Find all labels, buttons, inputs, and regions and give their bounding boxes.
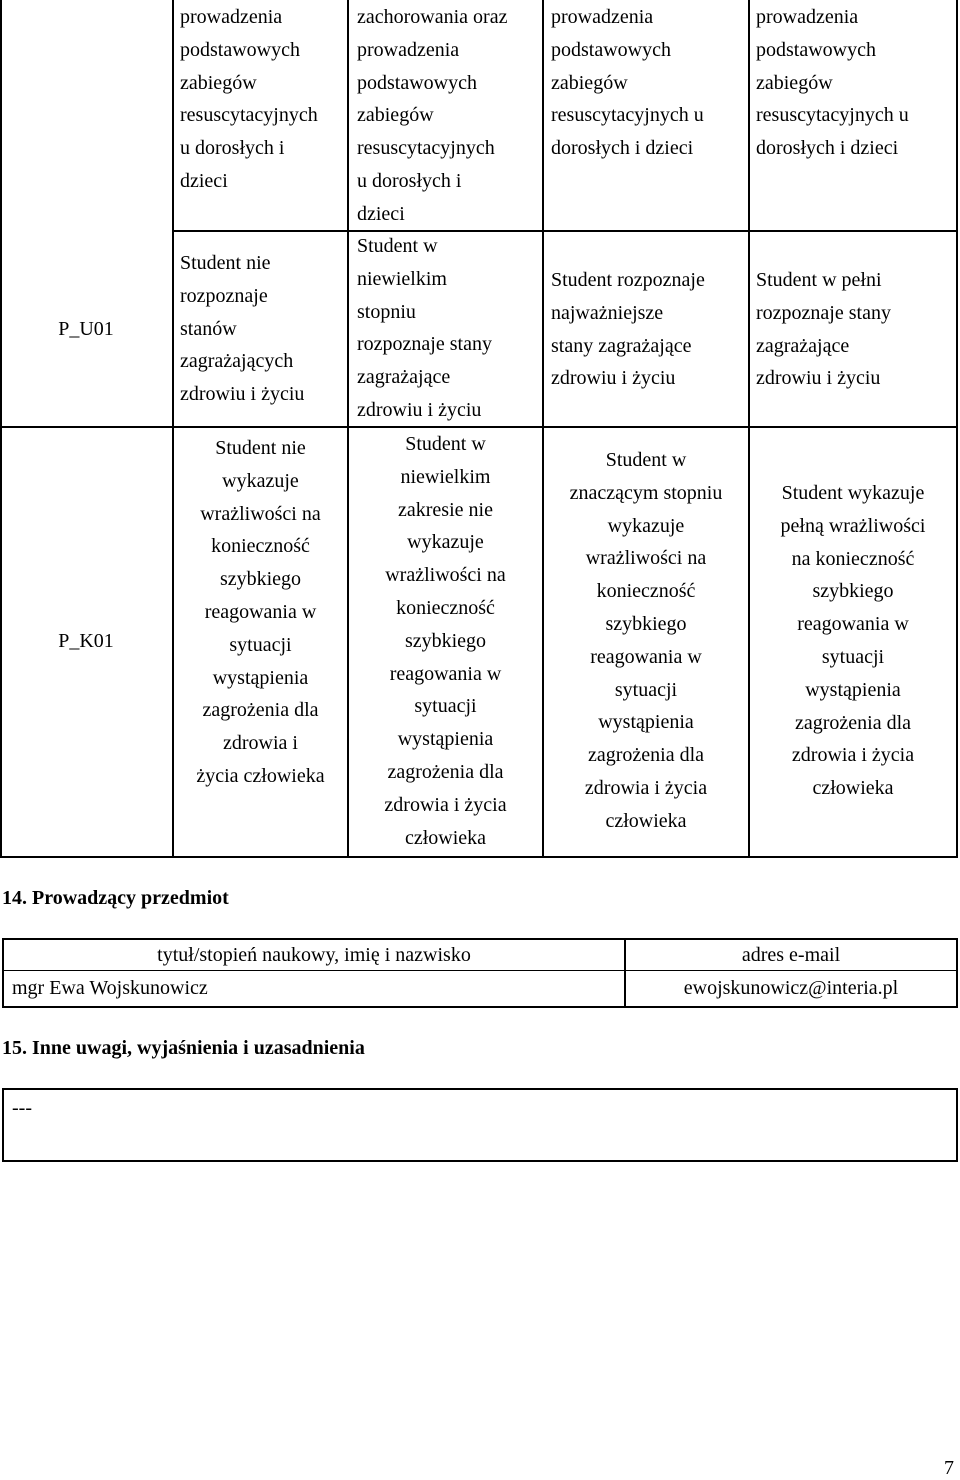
table-cell: zachorowania oraz prowadzenia podstawowych zabiegów resuscytacyjnych u dorosłych i dzieci	[357, 6, 508, 225]
table-cell: Student w znaczącym stopniu wykazuje wrażliwości na konieczność szybkiego reagowania w sytuacji wystąpienia zagrożenia dla zdrowia i życia człowieka	[569, 449, 723, 832]
row-code-label: P_U01	[58, 318, 114, 340]
table-cell: Student rozpoznaje najważniejsze stany zagrażające zdrowiu i życiu	[551, 269, 705, 390]
row-divider	[172, 230, 958, 232]
table-cell: Student w pełni rozpoznaje stany zagrażające zdrowiu i życiu	[756, 269, 891, 390]
instructor-email: ewojskunowicz@interia.pl	[683, 977, 899, 999]
table-cell: Student w niewielkim zakresie nie wykazuje wrażliwości na konieczność szybkiego reagowania w sytuacji wystąpienia zagrożenia dla zdrowia i życia człowieka	[384, 433, 507, 849]
table-cell: Student wykazuje pełną wrażliwości na konieczność szybkiego reagowania w sytuacji wystąpienia zagrożenia dla zdrowia i życia człowieka	[780, 482, 926, 800]
remarks-box	[2, 1088, 958, 1162]
table-border-right	[956, 0, 958, 858]
table-border-left	[0, 0, 2, 858]
section-heading: 15. Inne uwagi, wyjaśnienia i uzasadnienia	[2, 1037, 365, 1059]
table-cell: prowadzenia podstawowych zabiegów resuscytacyjnych u dorosłych i dzieci	[756, 6, 909, 160]
instructor-table	[2, 938, 958, 1008]
page-number: 7	[944, 1457, 954, 1479]
remarks-text: ---	[12, 1097, 32, 1119]
table-cell: Student nie wykazuje wrażliwości na konieczność szybkiego reagowania w sytuacji wystąpienia zagrożenia dla zdrowia i życia człowieka	[196, 437, 325, 787]
instructor-name: mgr Ewa Wojskunowicz	[12, 977, 208, 999]
column-header: tytuł/stopień naukowy, imię i nazwisko	[157, 944, 471, 966]
table-cell: Student nie rozpoznaje stanów zagrażających zdrowiu i życiu	[180, 252, 305, 406]
table-cell: prowadzenia podstawowych zabiegów resuscytacyjnych u dorosłych i dzieci	[551, 6, 704, 160]
table-border-bottom	[0, 856, 958, 858]
row-divider	[4, 970, 956, 971]
table-cell: Student w niewielkim stopniu rozpoznaje stany zagrażające zdrowiu i życiu	[357, 235, 492, 421]
row-code-label: P_K01	[58, 630, 114, 652]
table-cell: prowadzenia podstawowych zabiegów resuscytacyjnych u dorosłych i dzieci	[180, 6, 318, 192]
section-heading: 14. Prowadzący przedmiot	[2, 887, 229, 909]
column-header: adres e-mail	[741, 944, 841, 966]
